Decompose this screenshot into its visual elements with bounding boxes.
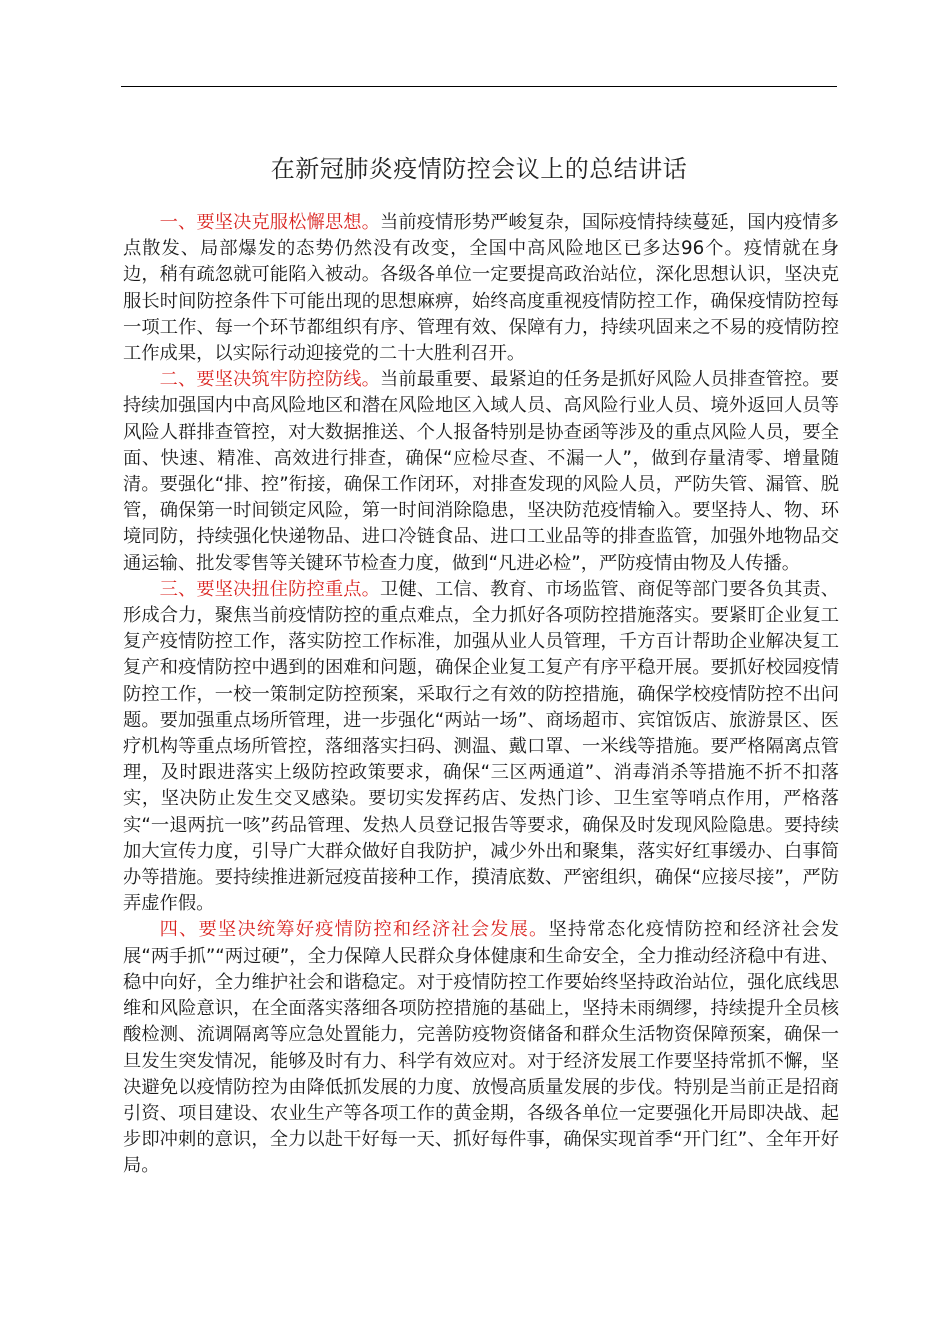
section-3-text: 卫健、工信、教育、市场监管、商促等部门要各负其责、形成合力，聚焦当前疫情防控的重点难点，全力抓好各项防控措施落实。要紧盯企业复工复产疫情防控工作，落实防控工作标准，加强从业人员管理，千方百计帮助企业解决复工复产和疫情防控中遇到的困难和问题，确保企业复工复产有序平稳开展。要抓好校园疫情防控工作，一校一策制定防控预案，采取行之有效的防控措施，确保学校疫情防控不出问题。要加强重点场所管理，进一步强化“两站一场”、商场超市、宾馆饭店、旅游景区、医疗机构等重点场所管控，落细落实扫码、测温、戴口罩、一米线等措施。要严格隔离点管理，及时跟进落实上级防控政策要求，确保“三区两通道”、消毒消杀等措施不折不扣落实，坚决防止发生交叉感染。要切实发挥药店、发热门诊、卫生室等哨点作用，严格落实“一退两抗一咳”药品管理、发热人员登记报告等要求，确保及时发现风险隐患。要持续加大宣传力度，引导广大群众做好自我防护，减少外出和聚集，落实好红事缓办、白事简办等措施。要持续推进新冠疫苗接种工作，摸清底数、严密组织，确保“应接尽接”，严防弄虚作假。 xyxy=(123,578,839,915)
section-3-paragraph xyxy=(123,577,839,918)
header-rule xyxy=(121,86,837,87)
section-1-text: 当前疫情形势严峻复杂，国际疫情持续蔓延，国内疫情多点散发、局部爆发的态势仍然没有改变，全国中高风险地区已多达96个。疫情就在身边，稍有疏忽就可能陷入被动。各级各单位一定要提高政治站位，深化思想认识，坚决克服长时间防控条件下可能出现的思想麻痹，始终高度重视疫情防控工作，确保疫情防控每一项工作、每一个环节都组织有序、管理有效、保障有力，持续巩固来之不易的疫情防控工作成果，以实际行动迎接党的二十大胜利召开。 xyxy=(123,212,839,365)
document-title: 在新冠肺炎疫情防控会议上的总结讲话 xyxy=(270,155,688,183)
section-2-text: 当前最重要、最紧迫的任务是抓好风险人员排查管控。要持续加强国内中高风险地区和潜在风险地区入域人员、高风险行业人员、境外返回人员等风险人群排查管控，对大数据推送、个人报备特别是协查函等涉及的重点风险人员，要全面、快速、精准、高效进行排查，确保“应检尽查、不漏一人”，做到存量清零、增量随清。要强化“排、控”衔接，确保工作闭环，对排查发现的风险人员，严防失管、漏管、脱管，确保第一时间锁定风险，第一时间消除隐患，坚决防范疫情输入。要坚持人、物、环境同防，持续强化快递物品、进口冷链食品、进口工业品等的排查监管，加强外地物品交通运输、批发零售等关键环节检查力度，做到“凡进必检”，严防疫情由物及人传播。 xyxy=(123,369,839,574)
section-1-paragraph xyxy=(123,210,839,367)
section-3-heading: 三、要坚决扭住防控重点。 xyxy=(159,578,380,600)
section-2-paragraph xyxy=(123,367,839,577)
section-2-heading: 二、要坚决筑牢防控防线。 xyxy=(159,369,380,391)
document-body xyxy=(123,210,839,1180)
section-4-paragraph xyxy=(123,917,839,1179)
section-1-heading: 一、要坚决克服松懈思想。 xyxy=(159,212,380,233)
section-4-heading: 四、要坚决统筹好疫情防控和经济社会发展。 xyxy=(159,919,549,941)
section-4-text: 坚持常态化疫情防控和经济社会发展“两手抓”“两过硬”，全力保障人民群众身体健康和生命安全，全力推动经济稳中有进、稳中向好，全力维护社会和谐稳定。对于疫情防控工作要始终坚持政治站位，强化底线思维和风险意识，在全面落实落细各项防控措施的基础上，坚持未雨绸缪，持续提升全员核酸检测、流调隔离等应急处置能力，完善防疫物资储备和群众生活物资保障预案，确保一旦发生突发情况，能够及时有力、科学有效应对。对于经济发展工作要坚持常抓不懈，坚决避免以疫情防控为由降低抓发展的力度、放慢高质量发展的步伐。特别是当前正是招商引资、项目建设、农业生产等各项工作的黄金期，各级各单位一定要强化开局即决战、起步即冲刺的意识，全力以赴干好每一天、抓好每件事，确保实现首季“开门红”、全年开好局。 xyxy=(123,919,840,1177)
